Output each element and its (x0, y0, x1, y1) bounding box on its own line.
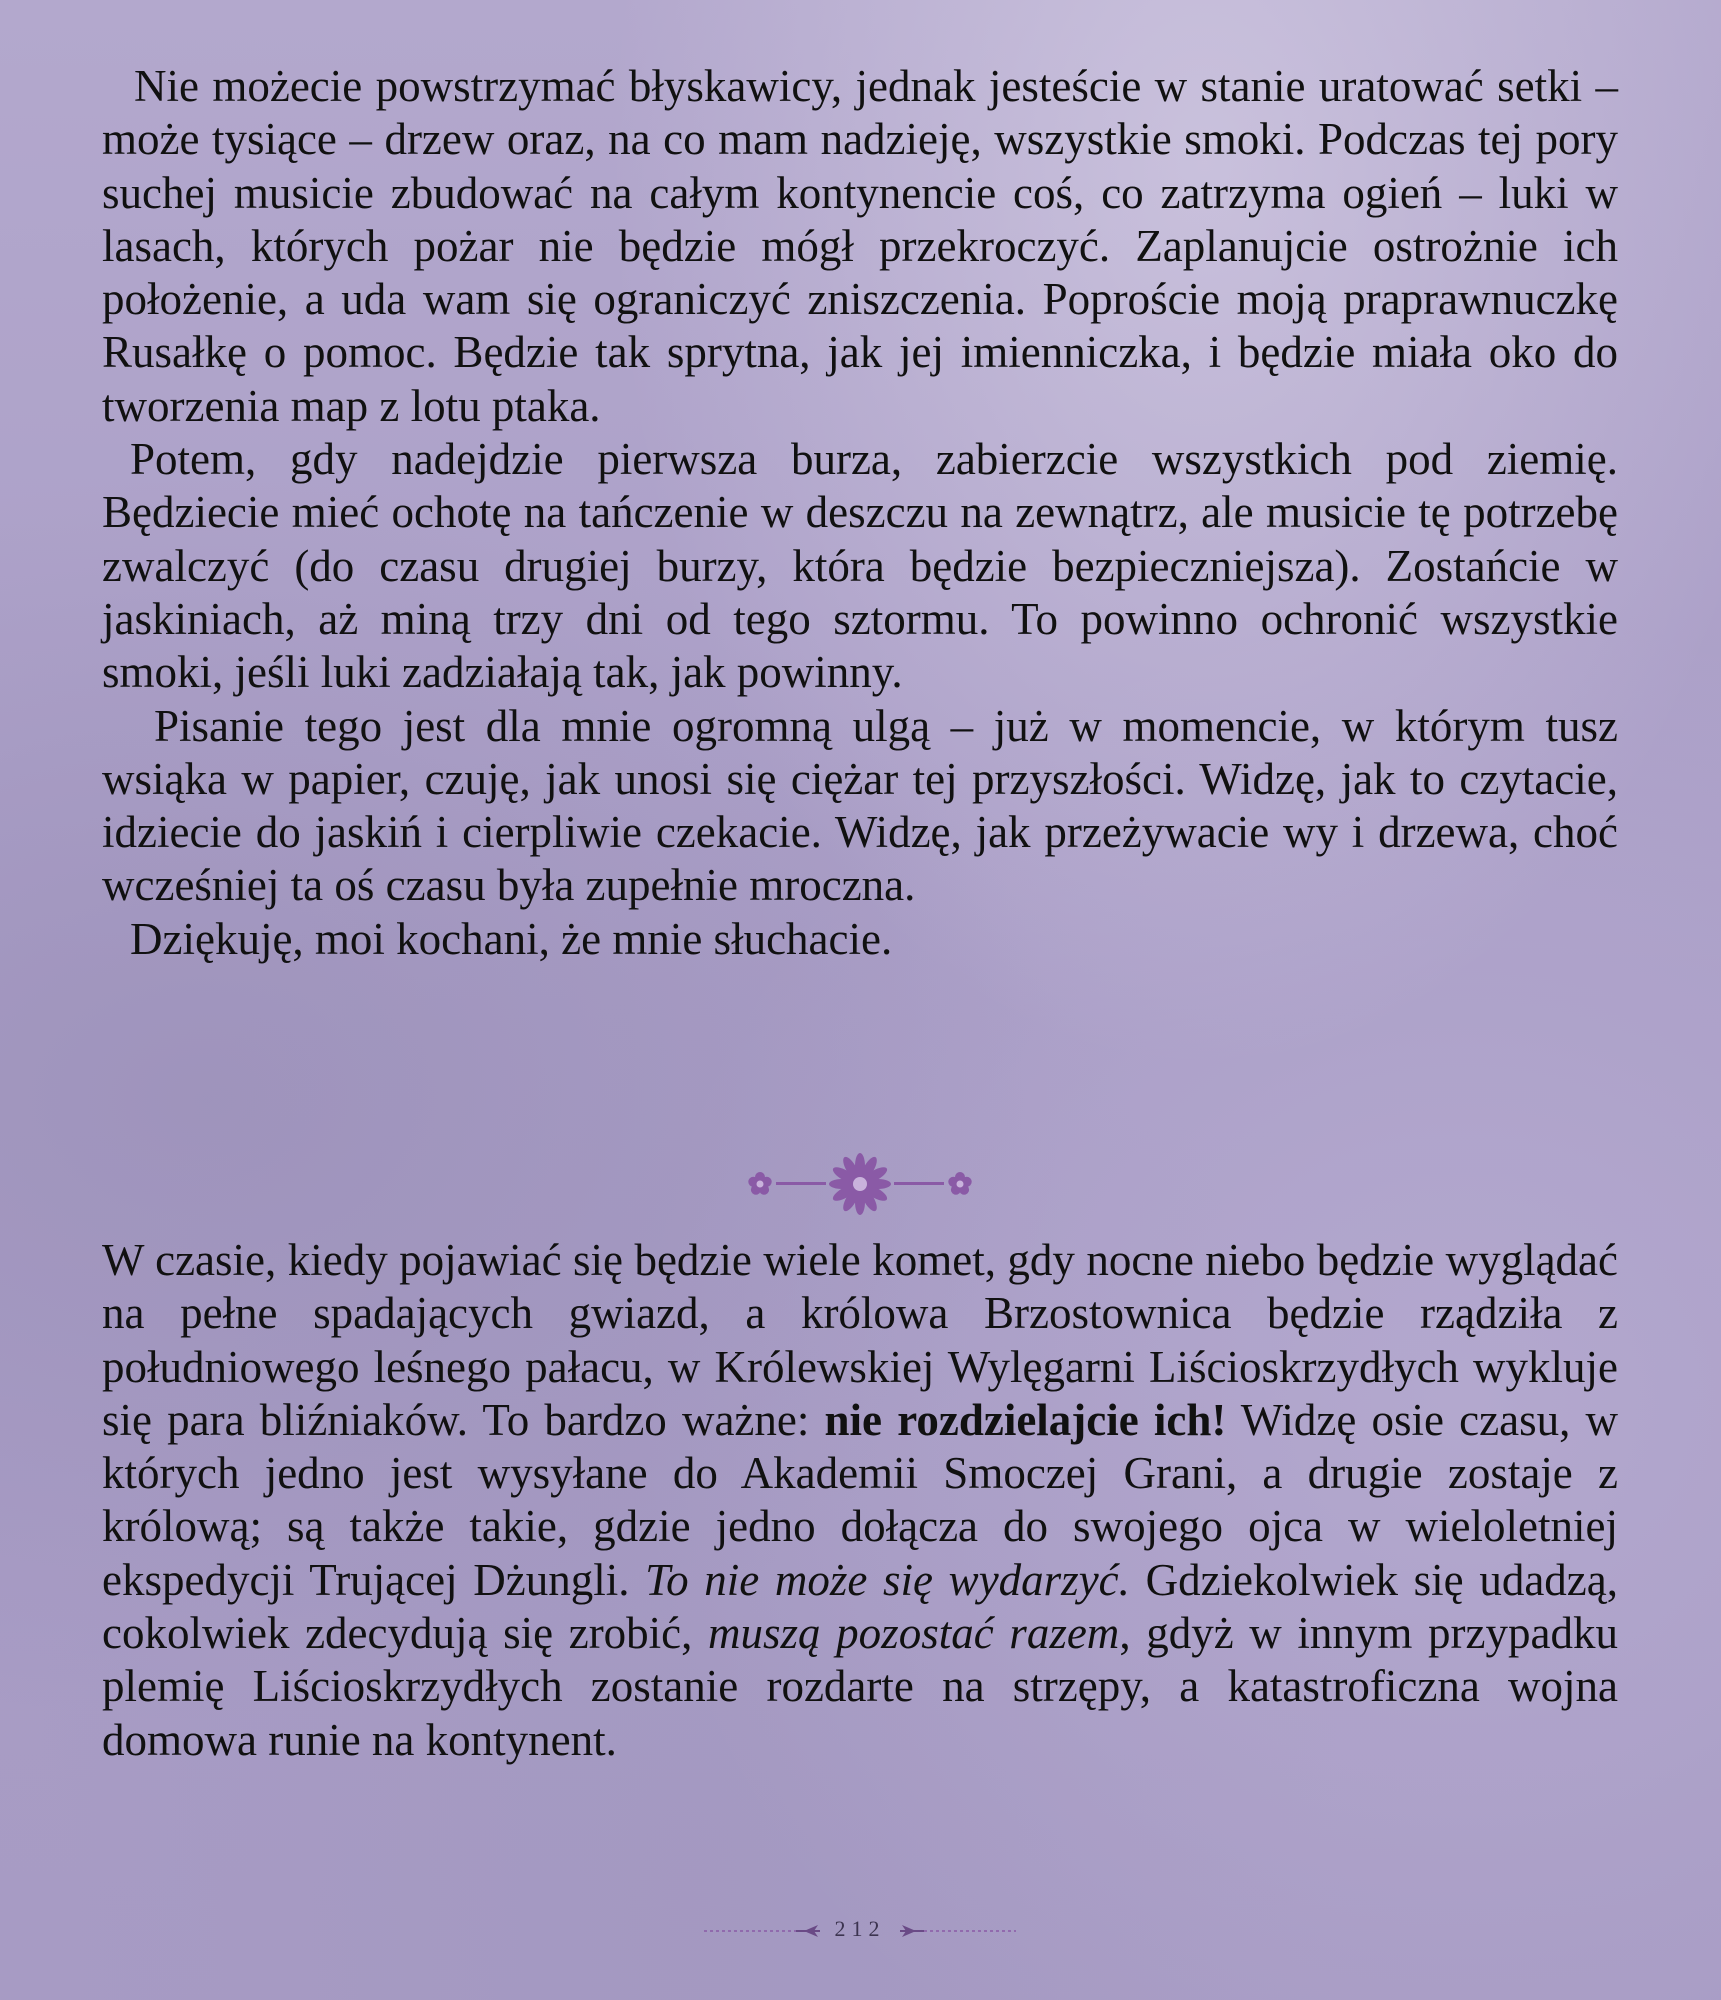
twins-prophecy-section (102, 1234, 1618, 1767)
twins-text-4: , gdyż w innym przypadku plemię Liścioskrzydłych zostanie rozdarte na strzępy, a katastroficzna wojna domowa runie na kontynent. (102, 1608, 1618, 1765)
twins-italic-2: muszą pozostać razem (708, 1608, 1120, 1659)
paragraph-twins (102, 1234, 1618, 1767)
paragraph-3: Pisanie tego jest dla mnie ogromną ulgą – już w momencie, w którym tusz wsiąka w papier, czuję, jak unosi się ciężar tej przyszłości. Widzę, jak to czytacie, idziecie do jaskiń i cierpliwie czekacie. Widzę, jak przeżywacie wy i drzewa, choć wcześniej ta oś czasu była zupełnie mroczna. (102, 700, 1618, 911)
page-footer (700, 1910, 1020, 1954)
paragraph-2: Potem, gdy nadejdzie pierwsza burza, zabierzcie wszystkich pod ziemię. Będziecie mieć ochotę na tańczenie w deszczu na zewnątrz, ale musicie tę potrzebę zwalczyć (do czasu drugiej burzy, która będzie bezpieczniejsza). Zostańcie w jaskiniach, aż miną trzy dni od tego sztormu. To powinno ochronić wszystkie smoki, jeśli luki zadziałają tak, jak powinny. (102, 434, 1618, 698)
paragraph-4: Dziękuję, moi kochani, że mnie słuchacie. (130, 913, 893, 964)
prophecy-letter-section (102, 60, 1618, 966)
twins-text-3: Gdziekolwiek się udadzą, cokolwiek zdecydują się zrobić, (102, 1554, 1618, 1659)
twins-text-1: W czasie, kiedy pojawiać się będzie wiele komet, gdy nocne niebo będzie wyglądać na pełne spadających gwiazd, a królowa Brzostownica będzie rządziła z południowego leśnego pałacu, w Królewskiej Wylęgarni Liścioskrzydłych wykluje się para bliźniaków. To bardzo ważne: (102, 1235, 1618, 1445)
paragraph-1: Nie możecie powstrzymać błyskawicy, jednak jesteście w stanie uratować setki – może tysiące – drzew oraz, na co mam nadzieję, wszystkie smoki. Podczas tej pory suchej musicie zbudować na całym kontynencie coś, co zatrzyma ogień – luki w lasach, których pożar nie będzie mógł przekroczyć. Zaplanujcie ostrożnie ich położenie, a uda wam się ograniczyć zniszczenia. Poproście moją praprawnuczkę Rusałkę o pomoc. Będzie tak sprytna, jak jej imienniczka, i będzie miała oko do tworzenia map z lotu ptaka. (102, 61, 1618, 431)
flower-divider-icon (740, 1150, 980, 1218)
twins-italic-1: To nie może się wydarzyć. (645, 1554, 1130, 1605)
twins-text-2: Widzę osie czasu, w których jedno jest wysyłane do Akademii Smoczej Grani, a drugie zostaje z królową; są także takie, gdzie jedno dołącza do swojego ojca w wieloletniej ekspedycji Trującej Dżungli. (102, 1394, 1618, 1605)
page-number: 212 (834, 1916, 886, 1941)
twins-bold-warning: nie rozdzielajcie ich! (824, 1394, 1227, 1445)
